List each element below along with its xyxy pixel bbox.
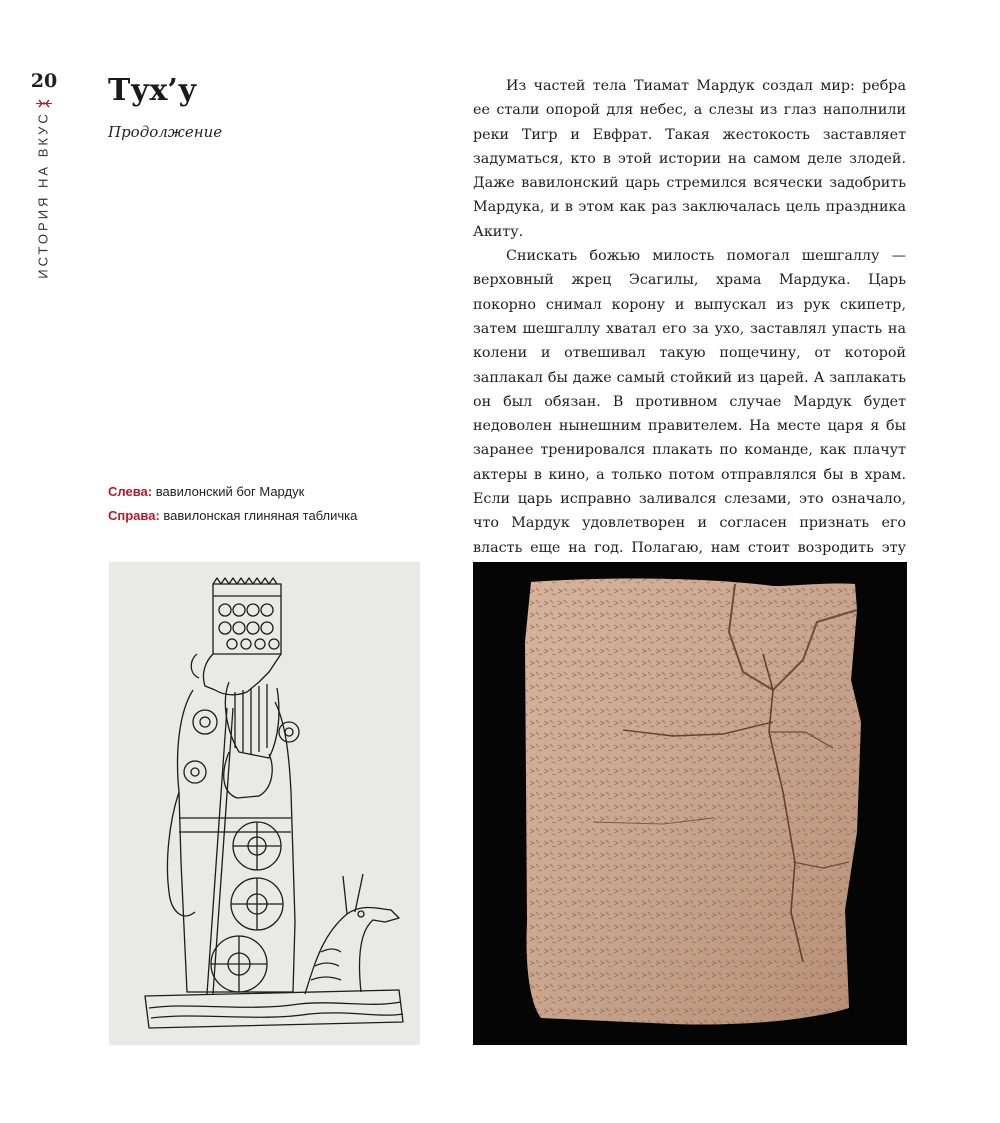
paragraph: Снискать божью милость помогал шешгаллу — верховный жрец Эсагилы, храма Мардука. Царь покорно снимал корону и выпускал из рук скипетр, затем шешгаллу хватал его за ухо, заставлял упасть на колени и отвешивал такую пощечину, от которой заплакал бы даже самый стойкий из царей. А заплакать он был обязан. В противном случае Мардук будет недоволен нынешним правителем. На месте царя я бы заранее тренировался плакать по команде, как плачут актеры в кино, а только потом отправлялся бы в храм. Если царь исправно заливался слезами, это означало, что Мардук удовлетворен и согласен признать его власть еще на год. Полагаю, нам стоит возродить эту bbox=[473, 248, 906, 556]
page-subtitle: Продолжение bbox=[108, 123, 223, 141]
running-head: ИСТОРИЯ НА ВКУС bbox=[35, 111, 51, 279]
page-number: 20 bbox=[30, 70, 58, 92]
marduk-drawing-image bbox=[109, 562, 420, 1045]
caption-right bbox=[108, 508, 438, 523]
caption-left-text: вавилонский бог Мардук bbox=[152, 484, 305, 499]
caption-right-text: вавилонская глиняная табличка bbox=[159, 508, 358, 523]
clay-tablet-icon bbox=[473, 562, 907, 1045]
ornament-icon bbox=[36, 99, 52, 108]
caption-left-label: Слева: bbox=[108, 484, 153, 499]
figure-captions bbox=[108, 484, 438, 532]
marduk-drawing-icon bbox=[109, 562, 420, 1045]
paragraph: Из частей тела Тиамат Мардук создал мир: ребра ее стали опорой для небес, а слезы из глаз наполнили реки Тигр и Евфрат. Такая жестокость заставляет задуматься, кто в этой истории на самом деле злодей. Даже вавилонский царь стремился всячески задобрить Мардука, и в этом как раз заключалась цель праздника Акиту. bbox=[473, 78, 906, 240]
caption-right-label: Справа: bbox=[108, 508, 160, 523]
page-title: Тух’у bbox=[108, 73, 198, 108]
body-text bbox=[473, 74, 906, 584]
clay-tablet-image bbox=[473, 562, 907, 1045]
caption-left bbox=[108, 484, 438, 499]
